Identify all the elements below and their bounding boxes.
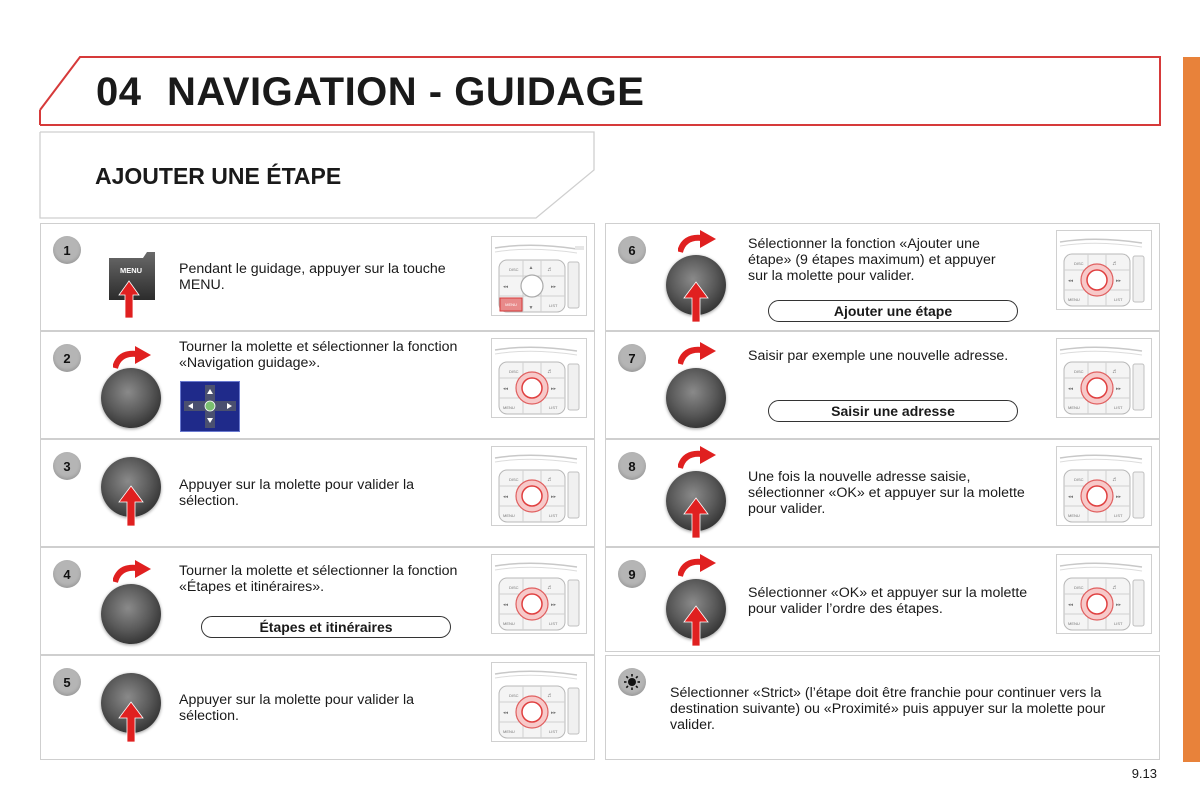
menu-key-icon [103, 248, 163, 320]
svg-text:DISC: DISC [509, 693, 519, 698]
svg-text:▸▸: ▸▸ [551, 284, 557, 290]
svg-text:◂◂: ◂◂ [503, 284, 509, 290]
svg-text:DISC: DISC [509, 369, 519, 374]
svg-text:▸▸: ▸▸ [551, 494, 557, 500]
rotary-knob-icon [666, 368, 726, 428]
rotate-arrow-icon [113, 346, 153, 370]
svg-text:MENU: MENU [1068, 621, 1080, 626]
svg-text:▲: ▲ [528, 265, 534, 271]
rotary-knob-icon [101, 368, 161, 428]
svg-text:♬: ♬ [1112, 477, 1118, 483]
svg-text:♬: ♬ [1112, 585, 1118, 591]
svg-text:▼: ▼ [528, 305, 534, 311]
chapter-side-tab [1183, 57, 1200, 762]
control-panel-illustration [491, 338, 587, 418]
lightbulb-icon [618, 668, 646, 696]
step-number-badge: 1 [53, 236, 81, 264]
control-panel-illustration [491, 236, 587, 316]
control-panel-illustration [1056, 338, 1152, 418]
svg-text:DISC: DISC [509, 267, 519, 272]
step-8-text: Une fois la nouvelle adresse saisie, sélectionner «OK» et appuyer sur la molette pour valider. [748, 469, 1025, 517]
svg-text:MENU: MENU [503, 405, 515, 410]
step-2-text: Tourner la molette et sélectionner la fonction «Navigation guidage». [179, 339, 458, 371]
svg-text:LIST: LIST [549, 729, 558, 734]
step-3-box [40, 439, 595, 547]
saisir-adresse-button[interactable]: Saisir une adresse [768, 400, 1018, 422]
svg-text:DISC: DISC [1074, 369, 1084, 374]
step-number-badge: 5 [53, 668, 81, 696]
svg-text:LIST: LIST [1114, 513, 1123, 518]
svg-text:LIST: LIST [549, 303, 558, 308]
svg-text:LIST: LIST [549, 621, 558, 626]
rotate-arrow-icon [678, 230, 718, 254]
press-arrow-icon [682, 496, 710, 540]
press-arrow-icon [117, 484, 145, 528]
svg-text:♬: ♬ [547, 693, 553, 699]
step-1-box [40, 223, 595, 331]
press-arrow-icon [117, 700, 145, 744]
svg-text:MENU: MENU [505, 302, 517, 307]
rotate-arrow-icon [678, 342, 718, 366]
navigation-guidance-icon [180, 381, 240, 432]
rotate-arrow-icon [678, 446, 718, 470]
step-9-text: Sélectionner «OK» et appuyer sur la molette pour valider l’ordre des étapes. [748, 585, 1028, 617]
section-title: AJOUTER UNE ÉTAPE [95, 163, 342, 189]
svg-text:◂◂: ◂◂ [503, 494, 509, 500]
svg-text:◂◂: ◂◂ [503, 602, 509, 608]
step-number-badge: 4 [53, 560, 81, 588]
step-7-box [605, 331, 1160, 439]
control-panel-illustration [491, 554, 587, 634]
menu-key-label: MENU [119, 266, 143, 275]
svg-text:◂◂: ◂◂ [1068, 494, 1074, 500]
tip-text: Sélectionner «Strict» (l’étape doit être franchie pour continuer vers la destination suivante) ou «Proximité» puis appuyer sur la molette pour valider. [670, 685, 1106, 733]
step-number-badge: 3 [53, 452, 81, 480]
svg-text:◂◂: ◂◂ [503, 710, 509, 716]
control-panel-illustration [491, 662, 587, 742]
svg-text:▸▸: ▸▸ [551, 386, 557, 392]
chapter-title: NAVIGATION - GUIDAGE [167, 70, 645, 114]
step-5-box [40, 655, 595, 760]
svg-text:MENU: MENU [503, 621, 515, 626]
svg-text:MENU: MENU [1068, 297, 1080, 302]
svg-text:LIST: LIST [1114, 621, 1123, 626]
svg-text:◂◂: ◂◂ [1068, 386, 1074, 392]
rotate-arrow-icon [678, 554, 718, 578]
svg-text:MENU: MENU [503, 513, 515, 518]
svg-text:LIST: LIST [1114, 405, 1123, 410]
svg-text:MENU: MENU [1068, 513, 1080, 518]
step-4-box [40, 547, 595, 655]
step-7-text: Saisir par exemple une nouvelle adresse. [748, 348, 1009, 364]
chapter-number: 04 [96, 70, 142, 114]
svg-text:◂◂: ◂◂ [503, 386, 509, 392]
step-3-text: Appuyer sur la molette pour valider la sélection. [179, 477, 415, 509]
svg-text:♬: ♬ [547, 585, 553, 591]
step-9-box [605, 547, 1160, 652]
control-panel-illustration [1056, 230, 1152, 310]
svg-text:LIST: LIST [1114, 297, 1123, 302]
control-panel-illustration [491, 446, 587, 526]
svg-text:MENU: MENU [1068, 405, 1080, 410]
svg-text:DISC: DISC [509, 585, 519, 590]
svg-text:MENU: MENU [503, 729, 515, 734]
svg-text:▸▸: ▸▸ [551, 710, 557, 716]
step-6-text: Sélectionner la fonction «Ajouter une étape» (9 étapes maximum) et appuyer sur la molette pour valider. [748, 236, 996, 284]
svg-text:▸▸: ▸▸ [1116, 494, 1122, 500]
svg-text:▸▸: ▸▸ [1116, 278, 1122, 284]
svg-text:♬: ♬ [1112, 261, 1118, 267]
rotary-knob-icon [101, 584, 161, 644]
step-5-text: Appuyer sur la molette pour valider la sélection. [179, 692, 415, 724]
press-arrow-icon [682, 280, 710, 324]
svg-text:DISC: DISC [1074, 261, 1084, 266]
page-number: 9.13 [1131, 766, 1157, 781]
svg-text:LIST: LIST [549, 405, 558, 410]
step-number-badge: 8 [618, 452, 646, 480]
svg-text:DISC: DISC [1074, 585, 1084, 590]
step-number-badge: 2 [53, 344, 81, 372]
svg-text:♬: ♬ [547, 369, 553, 375]
control-panel-illustration [1056, 554, 1152, 634]
svg-text:♬: ♬ [547, 477, 553, 483]
svg-text:▸▸: ▸▸ [1116, 386, 1122, 392]
rotate-arrow-icon [113, 560, 153, 584]
press-arrow-icon [682, 604, 710, 648]
svg-text:LIST: LIST [549, 513, 558, 518]
step-number-badge: 7 [618, 344, 646, 372]
step-1-text: Pendant le guidage, appuyer sur la touche MENU. [179, 261, 446, 293]
tip-box [605, 655, 1160, 760]
svg-text:◂◂: ◂◂ [1068, 602, 1074, 608]
etapes-itineraires-button[interactable]: Étapes et itinéraires [201, 616, 451, 638]
svg-text:♬: ♬ [1112, 369, 1118, 375]
svg-text:▸▸: ▸▸ [1116, 602, 1122, 608]
step-4-text: Tourner la molette et sélectionner la fonction «Étapes et itinéraires». [179, 563, 458, 595]
step-2-box [40, 331, 595, 439]
svg-text:DISC: DISC [1074, 477, 1084, 482]
svg-text:▸▸: ▸▸ [551, 602, 557, 608]
step-8-box [605, 439, 1160, 547]
svg-text:♬: ♬ [547, 267, 553, 273]
step-number-badge: 6 [618, 236, 646, 264]
svg-text:◂◂: ◂◂ [1068, 278, 1074, 284]
control-panel-illustration [1056, 446, 1152, 526]
step-number-badge: 9 [618, 560, 646, 588]
svg-text:DISC: DISC [509, 477, 519, 482]
step-6-box [605, 223, 1160, 331]
ajouter-etape-button[interactable]: Ajouter une étape [768, 300, 1018, 322]
